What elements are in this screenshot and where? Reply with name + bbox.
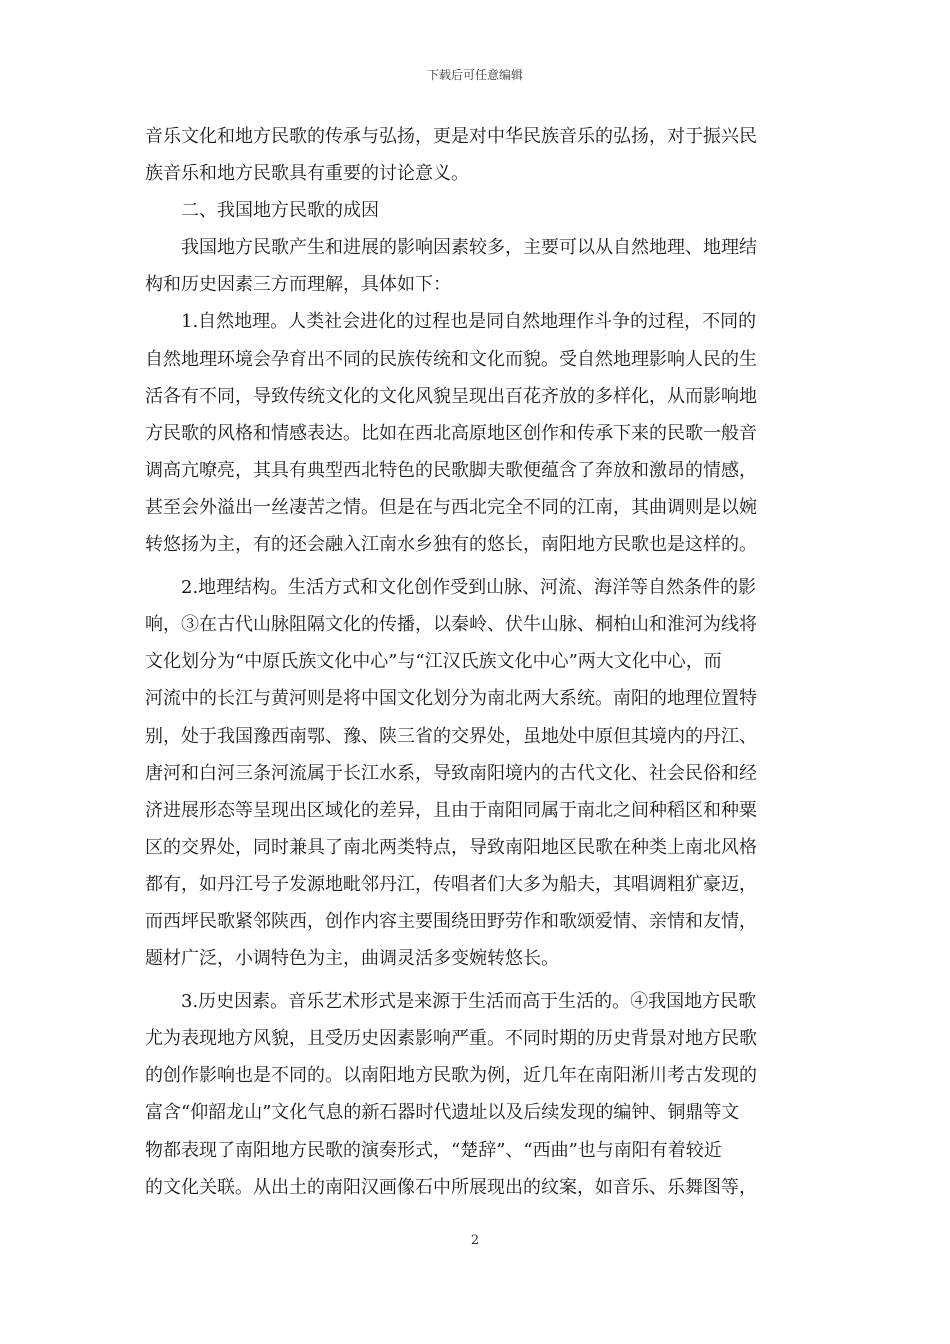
document-body: [145, 118, 805, 1206]
text-line: 的创作影响也是不同的。以南阳地方民歌为例，近几年在南阳淅川考古发现的: [145, 1065, 757, 1087]
text-line: 唐河和白河三条河流属于长江水系，导致南阳境内的古代文化、社会民俗和经: [145, 762, 757, 784]
text-line: 而西坪民歌紧邻陕西，创作内容主要围绕田野劳作和歌颂爱情、亲情和友情，: [145, 910, 757, 932]
text-line: 活各有不同，导致传统文化的文化风貌呈现出百花齐放的多样化，从而影响地: [145, 385, 757, 407]
text-line: 河流中的长江与黄河则是将中国文化划分为南北两大系统。南阳的地理位置特: [145, 688, 757, 710]
page-footer: [0, 1233, 950, 1248]
paragraph-intro-continuation: [145, 118, 805, 192]
text-line: 题材广泛，小调特色为主，曲调灵活多变婉转悠长。: [145, 948, 559, 970]
text-line: 甚至会外溢出一丝凄苦之情。但是在与西北完全不同的江南，其曲调则是以婉: [145, 496, 757, 518]
text-line: 族音乐和地方民歌具有重要的讨论意义。: [145, 163, 469, 185]
page-header: [0, 66, 950, 83]
text-line: 方民歌的风格和情感表达。比如在西北高原地区创作和传承下来的民歌一般音: [145, 422, 757, 444]
paragraph-overview: [145, 229, 805, 303]
text-line: 尤为表现地方风貌，且受历史因素影响严重。不同时期的历史背景对地方民歌: [145, 1028, 757, 1050]
paragraph-geographic-structure: [145, 569, 805, 977]
paragraph-historical-factors: [145, 983, 805, 1206]
text-line: 构和历史因素三方而理解，具体如下：: [145, 274, 451, 296]
text-line: 都有，如丹江号子发源地毗邻丹江，传唱者们大多为船夫，其唱调粗犷豪迈，: [145, 873, 757, 895]
text-line: 别，处于我国豫西南鄂、豫、陕三省的交界处，虽地处中原但其境内的丹江、: [145, 725, 757, 747]
paragraph-natural-geography: [145, 303, 805, 563]
text-line: 自然地理环境会孕育出不同的民族传统和文化而貌。受自然地理影响人民的生: [145, 348, 757, 370]
text-line: 调高亢嘹亮，其具有典型西北特色的民歌脚夫歌便蕴含了奔放和激昂的情感，: [145, 459, 757, 481]
text-line: 3.历史因素。音乐艺术形式是来源于生活而高于生活的。④我国地方民歌: [145, 991, 757, 1013]
text-line: 1.自然地理。人类社会进化的过程也是同自然地理作斗争的过程，不同的: [145, 311, 757, 333]
text-line: 济进展形态等呈现出区域化的差异，且由于南阳同属于南北之间种稻区和种粟: [145, 799, 757, 821]
text-line: 2.地理结构。生活方式和文化创作受到山脉、河流、海洋等自然条件的影: [145, 577, 757, 599]
text-line: 富含“仰韶龙山”文化气息的新石器时代遗址以及后续发现的编钟、铜鼎等文: [145, 1102, 740, 1124]
section-heading: [145, 192, 805, 229]
text-line: 物都表现了南阳地方民歌的演奏形式，“楚辞”、“西曲”也与南阳有着较近: [145, 1139, 722, 1161]
header-text: 下载后可任意编辑: [426, 68, 523, 82]
text-line: 的文化关联。从出土的南阳汉画像石中所展现出的纹案，如音乐、乐舞图等，: [145, 1176, 757, 1198]
text-line: 我国地方民歌产生和进展的影响因素较多，主要可以从自然地理、地理结: [145, 237, 757, 259]
page-number: 2: [470, 1233, 480, 1248]
text-line: 音乐文化和地方民歌的传承与弘扬，更是对中华民族音乐的弘扬，对于振兴民: [145, 126, 757, 147]
heading-line: 二、我国地方民歌的成因: [145, 200, 379, 222]
text-line: 区的交界处，同时兼具了南北两类特点，导致南阳地区民歌在种类上南北风格: [145, 836, 757, 858]
text-line: 响，③在古代山脉阻隔文化的传播，以秦岭、伏牛山脉、桐柏山和淮河为线将: [145, 614, 757, 636]
text-line: 文化划分为“中原氏族文化中心”与“江汉氏族文化中心”两大文化中心，而: [145, 651, 722, 673]
text-line: 转悠扬为主，有的还会融入江南水乡独有的悠长，南阳地方民歌也是这样的。: [145, 534, 757, 556]
